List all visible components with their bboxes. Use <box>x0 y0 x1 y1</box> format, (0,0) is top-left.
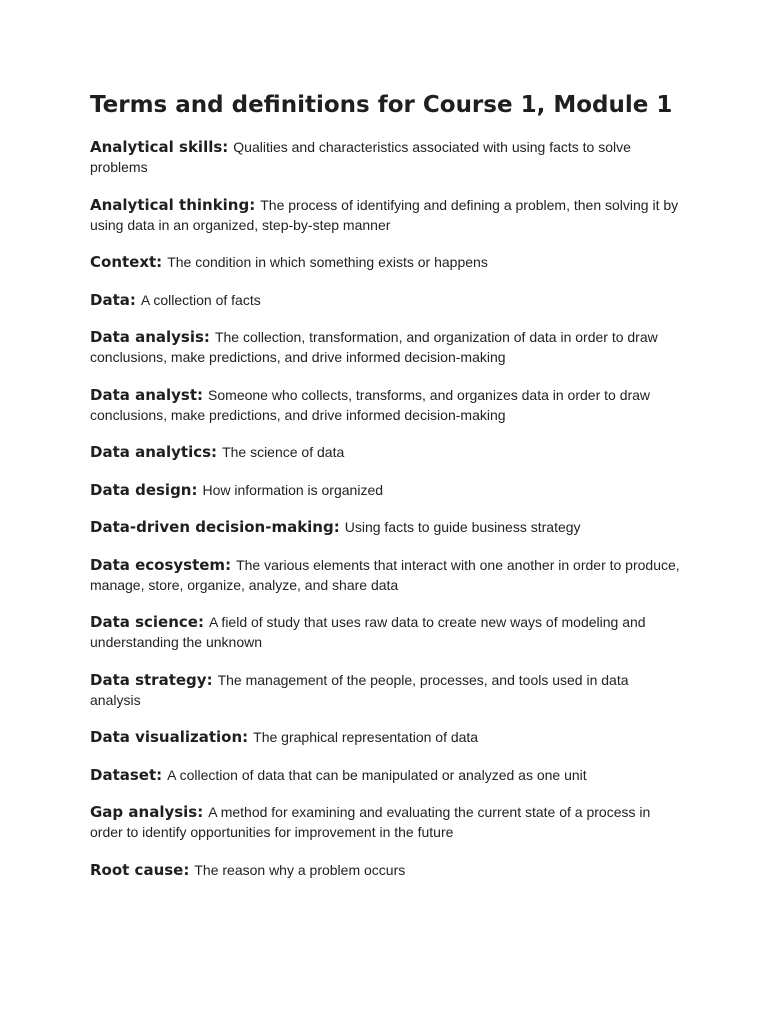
term-name: Data analytics: <box>90 443 218 461</box>
term-name: Data-driven decision-making: <box>90 518 340 536</box>
term-definition: A method for examining and evaluating the current state of a process in order to identify opportunities for improvement in the future <box>90 804 651 840</box>
term-name: Data visualization: <box>90 728 249 746</box>
term-definition: The science of data <box>222 444 345 460</box>
term-definition: The management of the people, processes, and tools used in data analysis <box>90 671 629 708</box>
term-definition: Using facts to guide business strategy <box>344 519 581 535</box>
term-definition: The graphical representation of data <box>253 729 479 745</box>
term-definition: The collection, transformation, and organization of data in order to draw conclusions, make predictions, and drive informed decision-making <box>90 329 658 365</box>
glossary-entry <box>90 612 680 652</box>
glossary-entry <box>90 670 680 710</box>
term-name: Root cause: <box>90 860 190 879</box>
glossary-entry <box>90 860 680 880</box>
term-name: Data strategy: <box>90 670 213 689</box>
term-definition: Someone who collects, transforms, and organizes data in order to draw conclusions, make predictions, and drive informed decision-making <box>90 386 651 423</box>
term-name: Data analyst: <box>90 385 204 404</box>
term-definition: The condition in which something exists or happens <box>167 254 488 270</box>
term-name: Context: <box>90 253 163 271</box>
term-definition: A field of study that uses raw data to create new ways of modeling and understanding the unknown <box>90 614 646 650</box>
term-name: Analytical thinking: <box>90 195 256 214</box>
term-definition: The reason why a problem occurs <box>194 861 406 878</box>
glossary-entry <box>90 727 680 747</box>
glossary-entry <box>90 517 680 537</box>
glossary-entry <box>90 765 680 785</box>
term-name: Analytical skills: <box>90 138 229 156</box>
term-definition: A collection of data that can be manipulated or analyzed as one unit <box>167 766 587 783</box>
term-name: Data science: <box>90 613 204 631</box>
glossary-entry <box>90 252 680 272</box>
glossary-entry <box>90 555 680 595</box>
term-name: Gap analysis: <box>90 803 204 821</box>
term-definition: How information is organized <box>202 481 384 498</box>
term-definition: The various elements that interact with one another in order to produce, manage, store, organize, analyze, and share data <box>90 556 680 593</box>
glossary-entry <box>90 385 680 425</box>
term-definition: The process of identifying and defining a problem, then solving it by using data in an organized, step-by-step manner <box>90 196 679 233</box>
glossary-entry <box>90 195 680 235</box>
glossary-entry <box>90 137 680 177</box>
term-definition: Qualities and characteristics associated with using facts to solve problems <box>90 139 631 175</box>
glossary-list <box>90 137 680 897</box>
term-name: Data design: <box>90 480 198 499</box>
page-title: Terms and definitions for Course 1, Module 1 <box>90 92 673 118</box>
term-name: Dataset: <box>90 765 163 784</box>
glossary-entry <box>90 327 680 367</box>
glossary-entry <box>90 442 680 462</box>
glossary-entry <box>90 290 680 310</box>
term-name: Data analysis: <box>90 328 210 346</box>
term-definition: A collection of facts <box>140 291 261 308</box>
term-name: Data ecosystem: <box>90 555 232 574</box>
term-name: Data: <box>90 290 136 309</box>
glossary-entry <box>90 802 680 842</box>
glossary-entry <box>90 480 680 500</box>
